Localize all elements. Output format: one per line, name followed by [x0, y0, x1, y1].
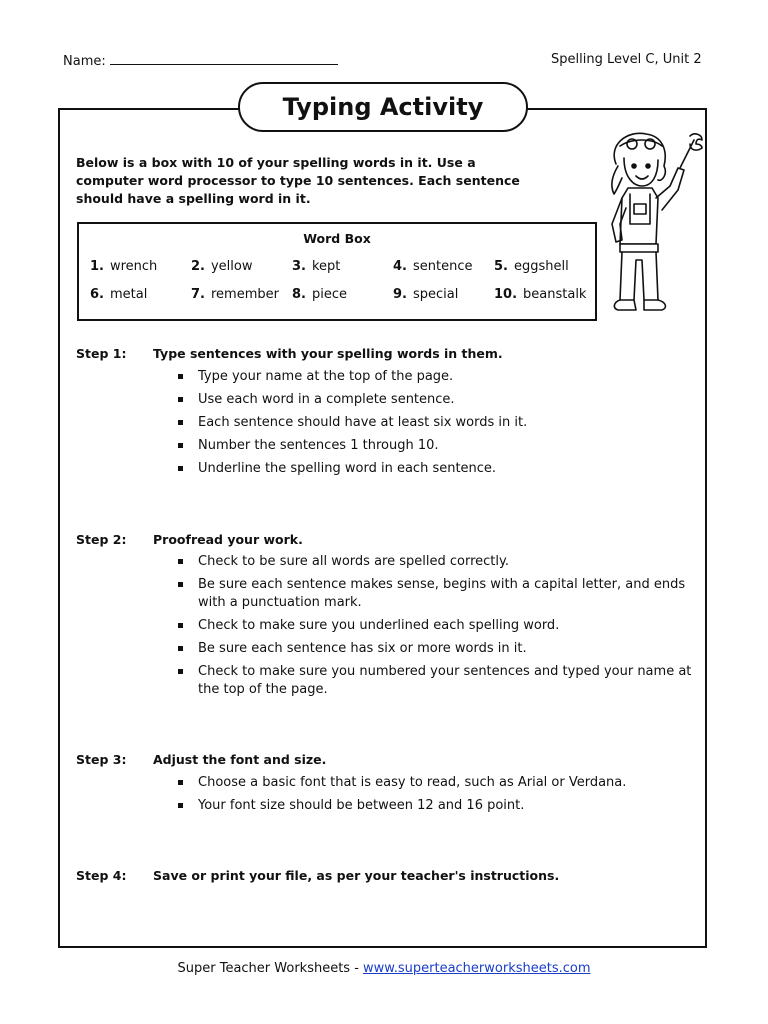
step-3-bullets [176, 774, 706, 820]
word-item: 8. piece [292, 287, 347, 302]
list-item: Be sure each sentence has six or more words in it. [176, 640, 696, 658]
list-item: Use each word in a complete sentence. [176, 391, 706, 409]
step-2-bullets [176, 553, 696, 704]
word-box [77, 222, 597, 321]
word-item: 1. wrench [90, 259, 158, 274]
word-item: 5. eggshell [494, 259, 569, 274]
name-field [63, 52, 338, 69]
footer-link[interactable]: www.superteacherworksheets.com [363, 961, 591, 976]
spelling-level: Spelling Level C, Unit 2 [551, 52, 702, 67]
bullet-square-icon [178, 443, 183, 448]
bullet-square-icon [178, 669, 183, 674]
step-1-bullets [176, 368, 706, 483]
bullet-square-icon [178, 646, 183, 651]
step-2-title: Proofread your work. [153, 532, 303, 547]
list-item: Each sentence should have at least six words in it. [176, 414, 706, 432]
list-item: Underline the spelling word in each sentence. [176, 460, 706, 478]
bullet-square-icon [178, 397, 183, 402]
word-item: 4. sentence [393, 259, 473, 274]
bullet-square-icon [178, 780, 183, 785]
word-item: 3. kept [292, 259, 341, 274]
word-item: 2. yellow [191, 259, 253, 274]
step-3-label: Step 3: [76, 752, 127, 767]
footer-text: Super Teacher Worksheets - [177, 961, 364, 976]
mechanic-girl-illustration [598, 124, 708, 314]
word-item: 7. remember [191, 287, 279, 302]
name-label: Name: [63, 54, 106, 69]
step-4-label: Step 4: [76, 868, 127, 883]
bullet-square-icon [178, 803, 183, 808]
instructions-intro: Below is a box with 10 of your spelling words in it. Use a computer word processor to type 10 sentences. Each sentence should have a spelling word in it. [76, 155, 520, 206]
list-item: Your font size should be between 12 and 16 point. [176, 797, 706, 815]
bullet-square-icon [178, 582, 183, 587]
word-item: 10. beanstalk [494, 287, 587, 302]
bullet-square-icon [178, 559, 183, 564]
bullet-square-icon [178, 374, 183, 379]
step-2-label: Step 2: [76, 532, 127, 547]
page-title: Typing Activity [238, 82, 528, 132]
step-1-label: Step 1: [76, 346, 127, 361]
step-3-title: Adjust the font and size. [153, 752, 327, 767]
list-item: Type your name at the top of the page. [176, 368, 706, 386]
word-box-title: Word Box [303, 231, 371, 246]
step-1-title: Type sentences with your spelling words in them. [153, 346, 503, 361]
list-item: Be sure each sentence makes sense, begins with a capital letter, and ends with a punctuation mark. [176, 576, 696, 612]
bullet-square-icon [178, 623, 183, 628]
list-item: Check to make sure you underlined each spelling word. [176, 617, 696, 635]
bullet-square-icon [178, 420, 183, 425]
bullet-square-icon [178, 466, 183, 471]
list-item: Check to make sure you numbered your sentences and typed your name at the top of the page. [176, 663, 696, 699]
list-item: Check to be sure all words are spelled correctly. [176, 553, 696, 571]
name-blank-line [110, 52, 338, 65]
word-item: 6. metal [90, 287, 148, 302]
step-4-title: Save or print your file, as per your teacher's instructions. [153, 868, 560, 883]
list-item: Choose a basic font that is easy to read, such as Arial or Verdana. [176, 774, 706, 792]
list-item: Number the sentences 1 through 10. [176, 437, 706, 455]
word-item: 9. special [393, 287, 459, 302]
footer [0, 961, 768, 976]
